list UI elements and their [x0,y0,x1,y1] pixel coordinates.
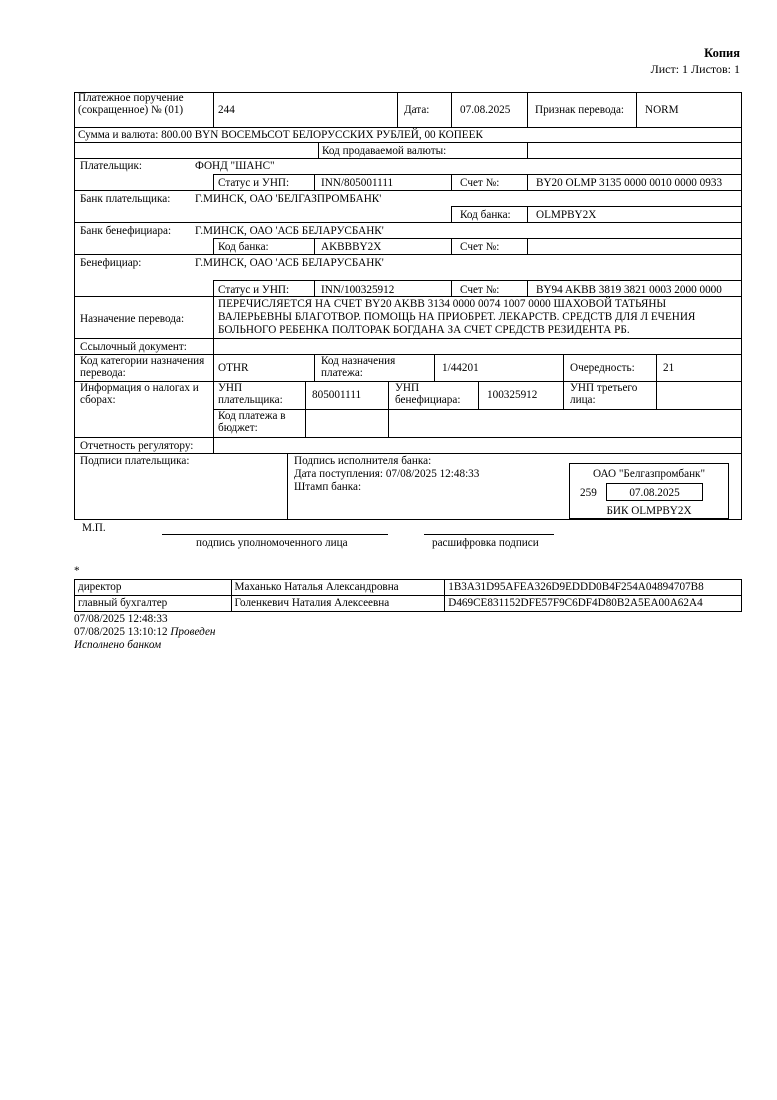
beneficiary-account-label: Счет №: [460,284,500,296]
stamp-date: 07.08.2025 [629,487,680,499]
payer-label: Плательщик: [80,160,143,172]
signers-table [74,579,742,612]
beneficiary-unp: 100325912 [487,389,538,401]
beneficiary-bank-code: AKBBBY2X [321,241,382,253]
regulator-label: Отчетность регулятору: [80,440,194,452]
footer-time-2: 07/08/2025 13:10:12 [74,626,168,638]
priority-label: Очередность: [570,362,635,374]
decode-line [424,534,554,535]
sheet-info: Лист: 1 Листов: 1 [650,62,740,76]
signer-name: Маханько Наталья Александровна [231,580,445,596]
payer-status-label: Статус и УНП: [218,177,290,189]
doc-label: Платежное поручение (сокращенное) № (01) [78,92,184,116]
beneficiary-bank-code-label: Код банка: [218,241,269,253]
priority-value: 21 [663,362,675,374]
payer-status-value: INN/805001111 [321,177,394,189]
order-number: 244 [218,104,235,116]
stamp-branch: 259 [580,487,597,499]
decode-line-caption: расшифровка подписи [432,537,539,549]
signer-name: Голенкевич Наталия Алексеевна [231,596,445,612]
transfer-sign: NORM [645,104,679,116]
payer-bank-code-label: Код банка: [460,209,511,221]
table-row [75,580,742,596]
payer-name: ФОНД "ШАНС" [195,160,275,172]
beneficiary-unp-label: УНП бенефициара: [395,382,461,406]
beneficiary-bank-label: Банк бенефициара: [80,225,172,237]
signer-hash: 1B3A31D95AFEA326D9EDDD0B4F254A04894707B8 [445,580,742,596]
category-label: Код категории назначения перевода: [80,355,205,379]
beneficiary-name: Г.МИНСК, ОАО 'АСБ БЕЛАРУСБАНК' [195,257,384,269]
footer-time-1: 07/08/2025 12:48:33 [74,613,168,625]
table-row [75,596,742,612]
signer-role: директор [75,580,232,596]
taxes-label: Информация о налогах и сборах: [80,382,199,406]
beneficiary-bank-name: Г.МИНСК, ОАО 'АСБ БЕЛАРУСБАНК' [195,225,384,237]
payer-unp-label: УНП плательщика: [218,382,283,406]
stamp-bic: БИК OLMPBY2X [606,505,692,517]
purpose-line-2: ВАЛЕРЬЕВНЫ БЛАГОТВОР. ПОМОЩЬ НА ПРИОБРЕТ. ЛЕКАРСТВ. СРЕДСТВ ДЛЯ Л ЕЧЕНИЯ [218,311,696,323]
budget-code-label: Код платежа в бюджет: [218,410,286,434]
bank-exec-label: Подпись исполнителя банка: [294,455,432,467]
purpose-line-3: БОЛЬНОГО РЕБЕНКА ПОЛТОРАК БОГДАНА ЗА СЧЕТ СРЕДСТВ РЕЗИДЕНТА РБ. [218,324,630,336]
payer-account-label: Счет №: [460,177,500,189]
footer-executed: Исполнено банком [74,639,162,651]
reference-doc-label: Ссылочный документ: [80,341,187,353]
payment-purpose-label: Код назначения платежа: [321,355,396,379]
date-label: Дата: [404,104,430,116]
beneficiary-status-value: INN/100325912 [321,284,395,296]
signer-hash: D469CE831152DFE57F9C6DF4D80B2A5EA00A62A4 [445,596,742,612]
stamp-bank-name: ОАО "Белгазпромбанк" [592,468,706,480]
purpose-line-1: ПЕРЕЧИСЛЯЕТСЯ НА СЧЕТ BY20 AKBB 3134 0000 0074 1007 0000 ШАХОВОЙ ТАТЬЯНЫ [218,298,667,310]
footer-status: Проведен [170,626,216,638]
category-code: OTHR [218,362,249,374]
payment-purpose-code: 1/44201 [442,362,479,374]
mp-label: М.П. [82,522,106,534]
signer-role: главный бухгалтер [75,596,232,612]
beneficiary-label: Бенефициар: [80,257,142,269]
beneficiary-status-label: Статус и УНП: [218,284,290,296]
asterisk: * [74,565,80,577]
beneficiary-bank-account-label: Счет №: [460,241,500,253]
stamp-label: Штамп банка: [294,481,362,493]
third-party-unp-label: УНП третьего лица: [570,382,638,406]
purpose-label: Назначение перевода: [80,313,185,325]
transfer-sign-label: Признак перевода: [535,104,625,116]
sold-currency-label: Код продаваемой валюты: [322,145,447,157]
payer-bank-name: Г.МИНСК, ОАО 'БЕЛГАЗПРОМБАНК' [195,193,382,205]
footer-line-2 [74,626,215,639]
amount-text: Сумма и валюта: 800.00 BYN ВОСЕМЬСОТ БЕЛОРУССКИХ РУБЛЕЙ, 00 КОПЕЕК [78,129,483,141]
signature-line-caption: подпись уполномоченного лица [196,537,348,549]
order-date: 07.08.2025 [460,104,511,116]
beneficiary-account: BY94 AKBB 3819 3821 0003 2000 0000 [536,284,722,296]
payer-signatures-label: Подписи плательщика: [80,455,190,467]
payer-bank-label: Банк плательщика: [80,193,171,205]
signature-line [162,534,388,535]
payer-bank-code: OLMPBY2X [536,209,597,221]
payer-unp: 805001111 [312,389,362,401]
payer-account: BY20 OLMP 3135 0000 0010 0000 0933 [536,177,723,189]
copy-label: Копия [704,46,740,60]
received-date: Дата поступления: 07/08/2025 12:48:33 [294,468,480,480]
